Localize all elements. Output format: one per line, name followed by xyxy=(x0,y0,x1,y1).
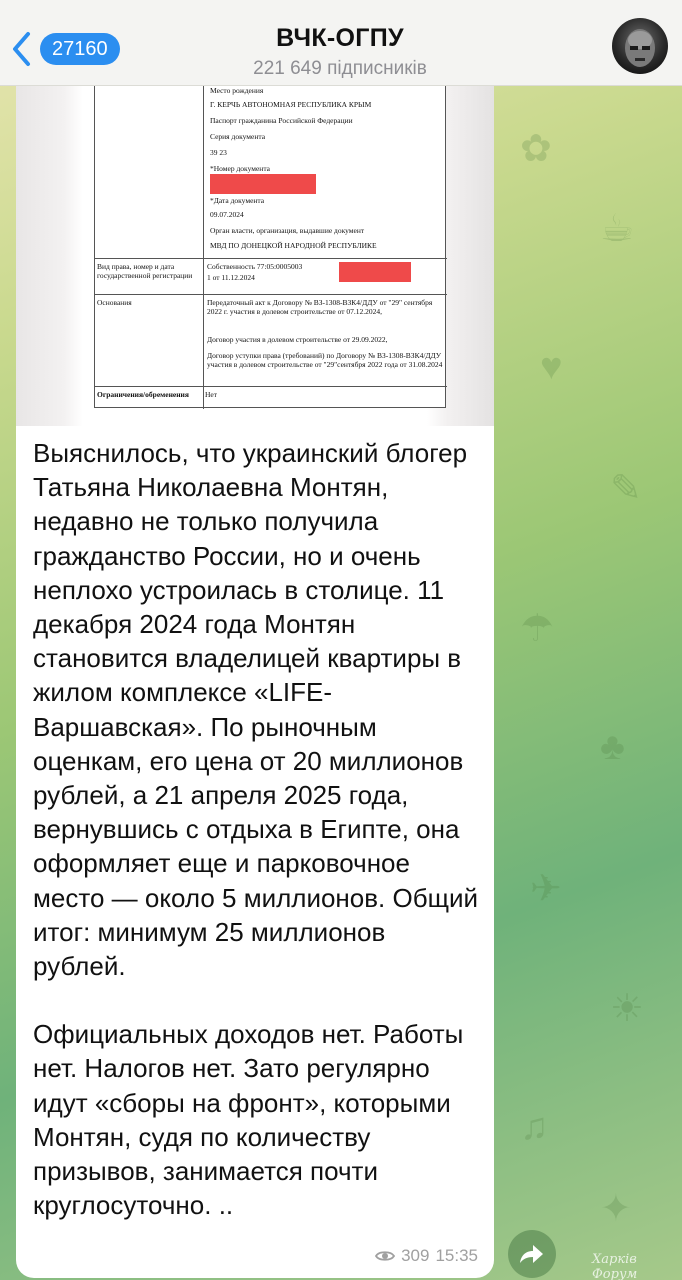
message-paragraph: Официальных доходов нет. Работы нет. Налогов нет. Зато регулярно идут «сборы на фронт», которыми Монтян, судя по количеству призывов, занимается почти круглосуточно. .. xyxy=(33,1019,464,1221)
doc-text: Орган власти, организация, выдавшие документ xyxy=(210,226,365,235)
doc-text: 1 от 11.12.2024 xyxy=(207,273,255,282)
unread-count-badge: 27160 xyxy=(40,33,120,65)
doc-text: Договор уступки права (требований) по Договору № ВЗ-1308-ВЗК4/ДДУ участия в долевом строительстве от "29"сентября 2022 года от 31.08.2024 xyxy=(207,351,443,369)
channel-title: ВЧК-ОГПУ xyxy=(276,24,404,52)
doc-text: *Дата документа xyxy=(210,196,265,205)
doc-text: Нет xyxy=(205,390,218,399)
doc-text: Собственность 77:05:0005003 xyxy=(207,262,303,271)
eye-icon xyxy=(375,1249,395,1263)
chat-header xyxy=(0,0,682,86)
share-arrow-icon xyxy=(519,1243,545,1265)
chevron-left-icon xyxy=(10,30,34,68)
doc-text: Серия документа xyxy=(210,132,266,141)
view-count: 309 xyxy=(401,1246,430,1265)
message-paragraph: Выяснилось, что украинский блогер Татьяна Николаевна Монтян, недавно не только получила гражданство России, но и очень неплохо устроилась в столице. 11 декабря 2024 года Монтян становится владелицей квартиры в жилом комплексе «LIFE-Варшавская». По рыночным оценкам, его цена от 20 миллионов рублей, а 21 апреля 2025 года, вернувшись с отдыха в Египте, она оформляет еще и парковочное место — около 5 миллионов. Общий итог: минимум 25 миллионов рублей. xyxy=(33,438,479,982)
redaction-mark xyxy=(339,262,411,282)
doc-text: Договор участия в долевом строительстве от 29.09.2022, xyxy=(207,335,388,344)
back-button[interactable] xyxy=(10,30,120,68)
avatar-image xyxy=(612,18,668,74)
limits-row xyxy=(95,386,447,408)
basis-row xyxy=(95,294,447,386)
personal-data-cell xyxy=(203,86,447,258)
doc-text: Г. КЕРЧЬ АВТОНОМНАЯ РЕСПУБЛИКА КРЫМ xyxy=(210,100,372,109)
doc-text: Вид права, номер и дата государственной регистрации xyxy=(97,262,193,280)
divider xyxy=(203,387,204,409)
doc-text: Ограничения/обременения xyxy=(97,390,189,399)
message-bubble[interactable] xyxy=(16,86,494,1278)
message-text xyxy=(33,436,483,1222)
doc-text: 39 23 xyxy=(210,148,227,157)
channel-info[interactable] xyxy=(170,24,510,80)
message-time: 15:35 xyxy=(435,1246,478,1265)
redaction-mark xyxy=(210,174,316,194)
message-meta xyxy=(375,1246,478,1266)
chat-background-pattern: ✿ ☕ ♥ ✎ ☂ ♣ ✈ ☀ ♫ ✦ xyxy=(520,128,645,1230)
doc-text: МВД ПО ДОНЕЦКОЙ НАРОДНОЙ РЕСПУБЛИКЕ xyxy=(210,241,377,250)
share-button[interactable] xyxy=(508,1230,556,1278)
attached-document-image[interactable] xyxy=(16,86,494,426)
registry-document xyxy=(94,86,446,408)
subscriber-count: 221 649 підписників xyxy=(253,58,427,79)
rights-row xyxy=(95,258,447,294)
doc-text: Основания xyxy=(97,298,132,307)
doc-text: Паспорт гражданина Российской Федерации xyxy=(210,116,353,125)
divider xyxy=(203,295,204,387)
channel-avatar[interactable] xyxy=(612,18,668,74)
watermark-text: Харків Форум xyxy=(592,1252,638,1280)
doc-text: *Номер документа xyxy=(210,164,271,173)
divider xyxy=(203,259,204,295)
doc-text: 09.07.2024 xyxy=(210,210,244,219)
doc-text: Передаточный акт к Договору № ВЗ-1308-ВЗК4/ДДУ от "29" сентября 2022 г. участия в долевом строительстве от 07.12.2024, xyxy=(207,298,433,316)
doc-text: Место рождения xyxy=(210,86,264,95)
